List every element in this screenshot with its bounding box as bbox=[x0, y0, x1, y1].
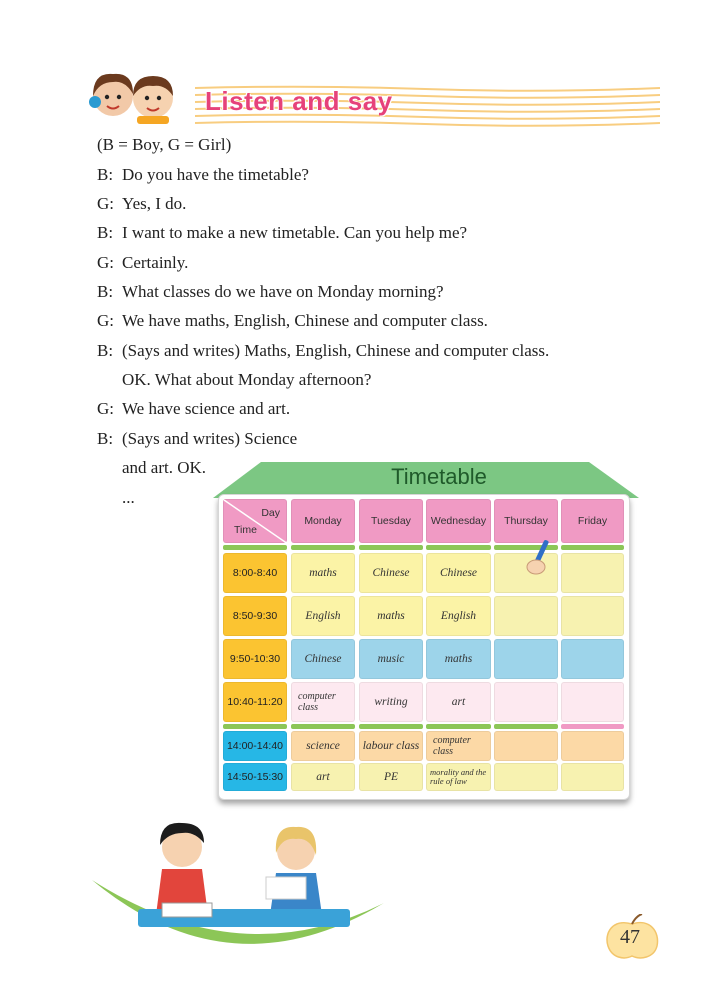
time-cell: 9:50-10:30 bbox=[223, 639, 287, 679]
pen-hand-icon bbox=[523, 539, 555, 579]
dialogue-line: G: Certainly. bbox=[97, 253, 189, 272]
class-cell: art bbox=[291, 763, 355, 791]
lunch-separator bbox=[426, 724, 491, 729]
page-number: 47 bbox=[620, 926, 640, 948]
row-separator bbox=[359, 545, 423, 550]
class-cell: Chinese bbox=[426, 553, 491, 593]
dialogue-line: B: What classes do we have on Monday morning? bbox=[97, 282, 444, 301]
timetable-board bbox=[218, 494, 630, 800]
class-cell: PE bbox=[359, 763, 423, 791]
class-cell bbox=[494, 596, 558, 636]
class-cell bbox=[561, 682, 624, 722]
class-cell bbox=[494, 682, 558, 722]
timetable-corner bbox=[223, 499, 287, 543]
class-cell bbox=[494, 763, 558, 791]
time-cell: 10:40-11:20 bbox=[223, 682, 287, 722]
kids-at-desk-illustration-icon bbox=[90, 815, 390, 965]
dialogue-line: and art. OK. bbox=[122, 458, 207, 477]
dialogue-intro: (B = Boy, G = Girl) bbox=[97, 135, 232, 154]
class-cell bbox=[494, 731, 558, 761]
class-cell bbox=[561, 553, 624, 593]
class-cell: English bbox=[426, 596, 491, 636]
time-cell: 14:00-14:40 bbox=[223, 731, 287, 761]
time-cell: 8:00-8:40 bbox=[223, 553, 287, 593]
dialogue-ellipsis: ... bbox=[122, 488, 135, 507]
class-cell: science bbox=[291, 731, 355, 761]
lunch-separator bbox=[291, 724, 355, 729]
class-cell: music bbox=[359, 639, 423, 679]
dialogue-line: G: We have maths, English, Chinese and computer class. bbox=[97, 311, 488, 330]
corner-time-label: Time bbox=[234, 524, 257, 536]
dialogue-line: B: Do you have the timetable? bbox=[97, 165, 309, 184]
day-header: Wednesday bbox=[426, 499, 491, 543]
class-cell bbox=[561, 596, 624, 636]
class-cell bbox=[494, 639, 558, 679]
class-cell: computer class bbox=[291, 682, 355, 722]
class-cell: maths bbox=[291, 553, 355, 593]
dialogue-line: B: I want to make a new timetable. Can you help me? bbox=[97, 223, 468, 242]
class-cell: Chinese bbox=[359, 553, 423, 593]
row-separator bbox=[561, 545, 624, 550]
class-cell: maths bbox=[359, 596, 423, 636]
class-cell: maths bbox=[426, 639, 491, 679]
lunch-separator bbox=[223, 724, 287, 729]
timetable-title: Timetable bbox=[391, 464, 487, 489]
class-cell bbox=[561, 731, 624, 761]
day-header: Thursday bbox=[494, 499, 558, 543]
day-header: Monday bbox=[291, 499, 355, 543]
class-cell: morality and the rule of law bbox=[426, 763, 491, 791]
day-header: Tuesday bbox=[359, 499, 423, 543]
class-cell: labour class bbox=[359, 731, 423, 761]
time-cell: 8:50-9:30 bbox=[223, 596, 287, 636]
class-cell bbox=[561, 639, 624, 679]
dialogue-line: OK. What about Monday afternoon? bbox=[122, 370, 372, 389]
kids-mascot-icon bbox=[85, 66, 195, 124]
class-cell: English bbox=[291, 596, 355, 636]
dialogue-line: G: We have science and art. bbox=[97, 399, 291, 418]
time-cell: 14:50-15:30 bbox=[223, 763, 287, 791]
section-title: Listen and say bbox=[205, 86, 393, 116]
dialogue-line: B: (Says and writes) Maths, English, Chinese and computer class. bbox=[97, 341, 550, 360]
dialogue-line: B: (Says and writes) Science bbox=[97, 429, 298, 448]
day-header: Friday bbox=[561, 499, 624, 543]
lunch-separator bbox=[494, 724, 558, 729]
row-separator bbox=[223, 545, 287, 550]
lunch-separator bbox=[359, 724, 423, 729]
row-separator bbox=[426, 545, 491, 550]
lunch-separator bbox=[561, 724, 624, 729]
class-cell: computer class bbox=[426, 731, 491, 761]
class-cell bbox=[561, 763, 624, 791]
corner-day-label: Day bbox=[261, 507, 280, 519]
row-separator bbox=[291, 545, 355, 550]
dialogue-line: G: Yes, I do. bbox=[97, 194, 187, 213]
class-cell: Chinese bbox=[291, 639, 355, 679]
class-cell: writing bbox=[359, 682, 423, 722]
class-cell: art bbox=[426, 682, 491, 722]
